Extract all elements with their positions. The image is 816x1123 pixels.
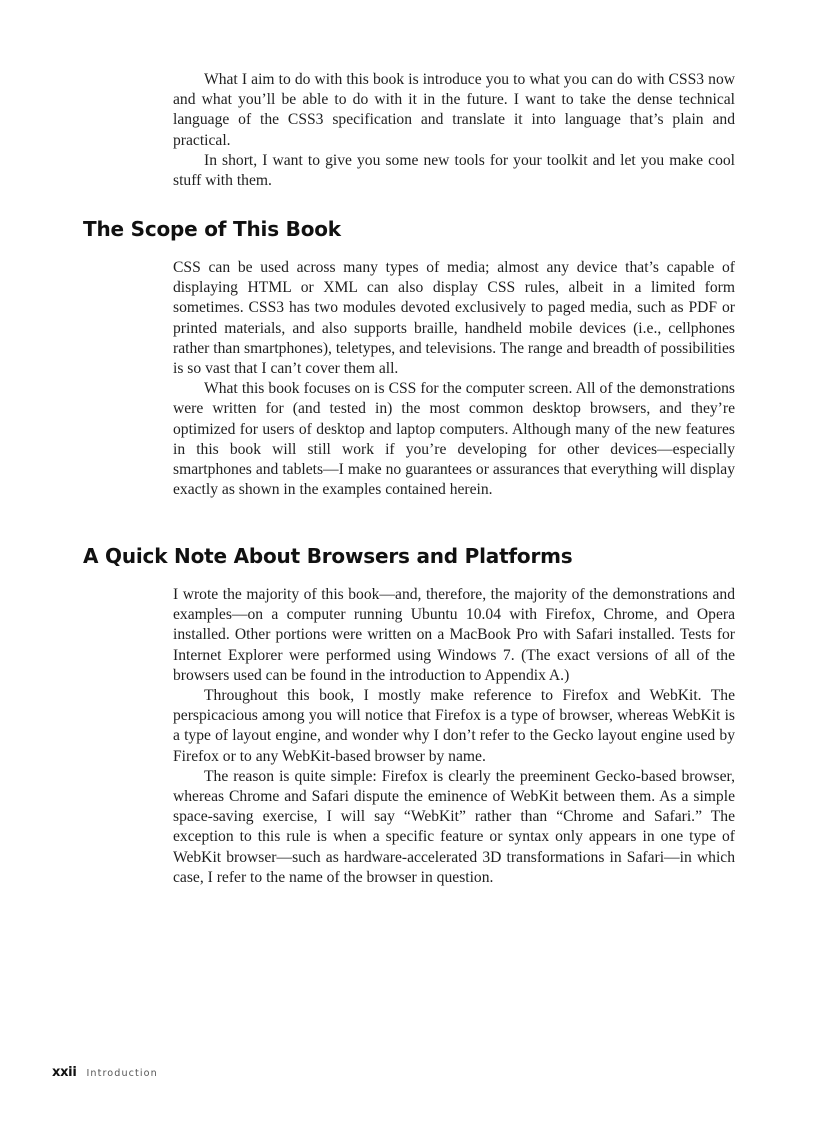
- running-head: Introduction: [86, 1068, 158, 1079]
- scope-paragraph-2: What this book focuses on is CSS for the computer screen. All of the demonstrations were written for (and tested in) the most common desktop browsers, and they’re optimized for users of desktop and laptop computers. Although many of the new features in this book will still work if you’re developing for other devices—especially smartphones and tablets—I make no guarantees or assurances that everything will display exactly as shown in the examples contained herein.: [173, 380, 735, 499]
- browsers-paragraph-2: Throughout this book, I mostly make reference to Firefox and WebKit. The perspicacious among you will notice that Firefox is a type of browser, whereas WebKit is a type of layout engine, and wonder why I don’t refer to the Gecko layout engine used by Firefox or to any WebKit-based browser by name.: [173, 687, 735, 765]
- intro-paragraph-1: What I aim to do with this book is introduce you to what you can do with CSS3 now and what you’ll be able to do with it in the future. I want to take the dense technical language of the CSS3 specification and translate it into language that’s plain and practical.: [173, 71, 735, 149]
- intro-text-block: [173, 70, 735, 191]
- page-footer: [52, 1061, 158, 1079]
- section-heading-scope: The Scope of This Book: [83, 217, 341, 241]
- page-number: xxii: [52, 1065, 77, 1080]
- section-heading-browsers: A Quick Note About Browsers and Platforms: [83, 544, 573, 568]
- intro-paragraph-2: In short, I want to give you some new tools for your toolkit and let you make cool stuff with them.: [173, 151, 735, 190]
- browsers-paragraph-3: The reason is quite simple: Firefox is clearly the preeminent Gecko-based browser, whereas Chrome and Safari dispute the eminence of WebKit between them. As a simple space-saving exercise, I will say “WebKit” rather than “Chrome and Safari.” The exception to this rule is when a specific feature or syntax only appears in one type of WebKit browser—such as hardware-accelerated 3D transformations in Safari—in which case, I refer to the name of the browser in question.: [173, 767, 735, 886]
- scope-section-body: [173, 258, 735, 500]
- scope-paragraph-1: CSS can be used across many types of media; almost any device that’s capable of displaying HTML or XML can also display CSS rules, albeit in a limited form sometimes. CSS3 has two modules devoted exclusively to paged media, such as PDF or printed materials, and also supports braille, handheld mobile devices (i.e., cellphones rather than smartphones), teletypes, and televisions. The range and breadth of possibilities is so vast that I can’t cover them all.: [173, 259, 735, 378]
- browsers-paragraph-1: I wrote the majority of this book—and, therefore, the majority of the demonstrations and examples—on a computer running Ubuntu 10.04 with Firefox, Chrome, and Opera installed. Other portions were written on a MacBook Pro with Safari installed. Tests for Internet Explorer were performed using Windows 7. (The exact versions of all of the browsers used can be found in the introduction to Appendix A.): [173, 586, 735, 684]
- browsers-section-body: [173, 585, 735, 888]
